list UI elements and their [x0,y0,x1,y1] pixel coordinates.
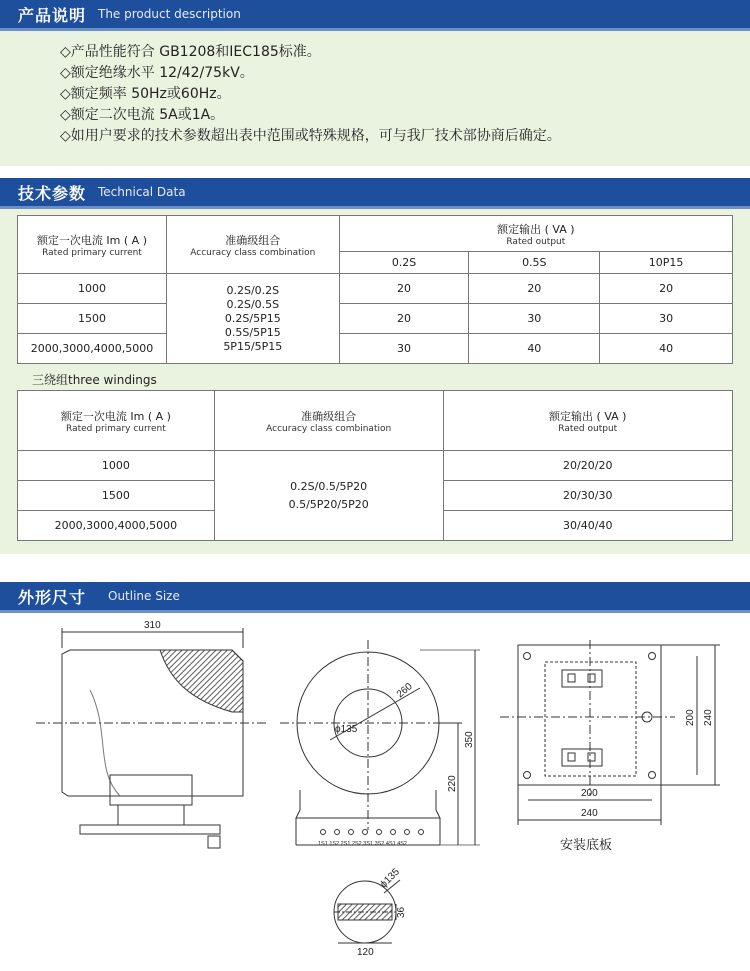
subheader-0.2s: 0.2S [339,252,469,274]
detail-view-drawing [334,880,400,943]
cell-current: 1500 [18,481,215,511]
cell-current: 1500 [18,304,167,334]
cell-value: 20 [469,274,600,304]
cell-current: 1000 [18,274,167,304]
subheader-0.5s: 0.5S [469,252,600,274]
section-title-cn: 外形尺寸 [18,588,87,607]
dim-detail-135: ϕ135 [378,866,402,891]
cell-accuracy: 0.2S/0.5/5P20 0.5/5P20/5P20 [214,451,443,541]
header-current: 额定一次电流 Im ( A ) Rated primary current [18,216,167,274]
cell-output: 30/40/40 [443,511,733,541]
cell-value: 30 [600,304,733,334]
cell-current: 2000,3000,4000,5000 [18,511,215,541]
cell-value: 20 [339,274,469,304]
section-title-en: The product description [98,7,241,21]
cell-value: 40 [600,334,733,364]
plate-label: 安装底板 [560,838,613,853]
header-output: 额定输出 ( VA ) Rated output [339,216,732,252]
dim-135: ϕ135 [335,724,358,735]
dim-260: 260 [394,681,415,701]
dim-36: 36 [396,906,407,918]
dim-v240: 240 [703,709,714,726]
header-accuracy: 准确级组合 Accuracy class combination [166,216,339,274]
dim-310: 310 [144,620,161,631]
cell-value: 20 [600,274,733,304]
description-item: ◇产品性能符合 GB1208和IEC185标准。 [60,44,321,60]
section-title-cn: 产品说明 [18,6,87,25]
base-plate-drawing [500,640,720,825]
description-item: ◇额定绝缘水平 12/42/75kV。 [60,65,254,81]
header-current: 额定一次电流 Im ( A ) Rated primary current [18,391,215,451]
front-view-drawing [280,640,480,845]
terminal-labels: 1S1 1S2 2S1 2S2 3S1 3S2 4S1 4S2 [318,841,407,847]
dim-v200: 200 [685,709,696,726]
dim-240: 240 [581,808,598,819]
description-item: ◇额定二次电流 5A或1A。 [60,107,225,123]
three-windings-label: 三绕组three windings [32,373,157,387]
dim-120: 120 [357,947,374,958]
description-item: ◇额定频率 50Hz或60Hz。 [60,86,231,102]
description-item: ◇如用户要求的技术参数超出表中范围或特殊规格，可与我厂技术部协商后确定。 [60,128,561,144]
dim-200: 200 [581,788,598,799]
cell-value: 40 [469,334,600,364]
cell-value: 30 [469,304,600,334]
header-output: 额定输出 ( VA ) Rated output [443,391,733,451]
cell-value: 20 [339,304,469,334]
subheader-10p15: 10P15 [600,252,733,274]
cell-accuracy: 0.2S/0.2S 0.2S/0.5S 0.2S/5P15 0.5S/5P15 5P15/5P15 [166,274,339,364]
dim-220: 220 [447,775,458,792]
cell-output: 20/30/30 [443,481,733,511]
section-title-en: Technical Data [98,185,186,199]
cell-current: 2000,3000,4000,5000 [18,334,167,364]
section-title-en: Outline Size [108,589,180,603]
cell-output: 20/20/20 [443,451,733,481]
cell-current: 1000 [18,451,215,481]
dim-350: 350 [464,731,475,748]
section-title-cn: 技术参数 [18,184,87,203]
header-accuracy: 准确级组合 Accuracy class combination [214,391,443,451]
cell-value: 30 [339,334,469,364]
side-view-drawing [36,628,268,848]
